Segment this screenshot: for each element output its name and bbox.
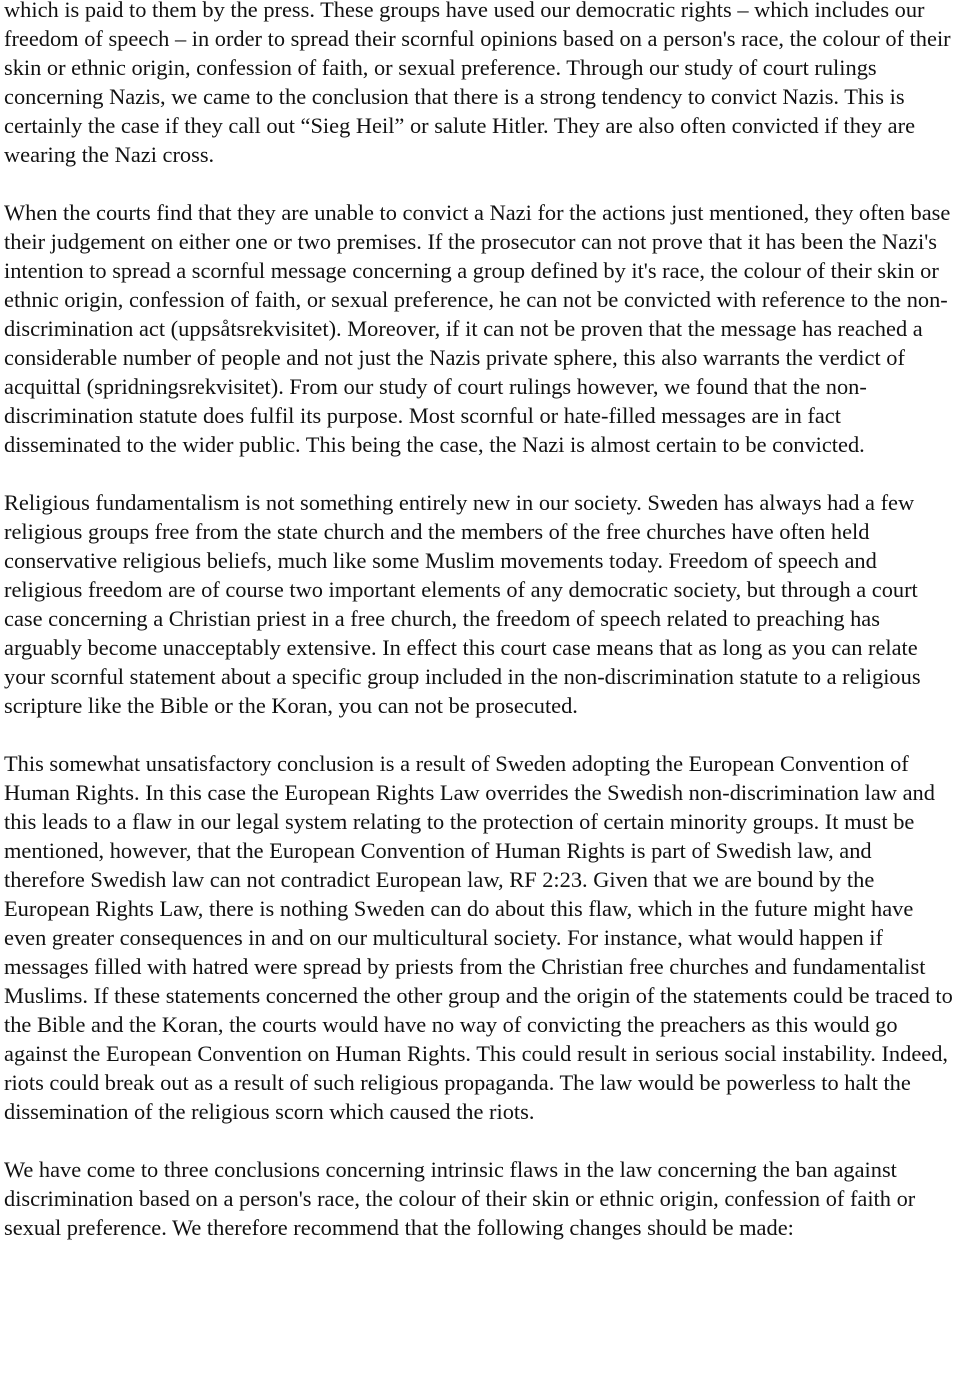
paragraph-european-convention: This somewhat unsatisfactory conclusion is a result of Sweden adopting the European Convention of Human Rights. In this case the European Rights Law overrides the Swedish non-discrimination law and this leads to a flaw in our legal system relating to the protection of certain minority groups. It must be mentioned, however, that the European Convention of Human Rights is part of Swedish law, and therefore Swedish law can not contradict European law, RF 2:23. Given that we are bound by the European Rights Law, there is nothing Sweden can do about this flaw, which in the future might have even greater consequences in and on our multicultural society. For instance, what would happen if messages filled with hatred were spread by priests from the Christian free churches and fundamentalist Muslims. If these statements concerned the other group and the origin of the statements could be traced to the Bible and the Koran, the courts would have no way of convicting the preachers as this would go against the European Convention on Human Rights. This could result in serious social instability. Indeed, riots could break out as a result of such religious propaganda. The law would be powerless to halt the dissemination of the religious scorn which caused the riots. bbox=[4, 751, 953, 1124]
paragraph-court-premises: When the courts find that they are unable to convict a Nazi for the actions just mentioned, they often base their judgement on either one or two premises. If the prosecutor can not prove that it has been the Nazi's intention to spread a scornful message concerning a group defined by it's race, the colour of their skin or ethnic origin, confession of faith, or sexual preference, he can not be convicted with reference to the non-discrimination act (uppsåtsrekvisitet). Moreover, if it can not be proven that the message has reached a considerable number of people and not just the Nazis private sphere, this also warrants the verdict of acquittal (spridningsrekvisitet). From our study of court rulings however, we found that the non-discrimination statute does fulfil its purpose. Most scornful or hate-filled messages are in fact disseminated to the wider public. This being the case, the Nazi is almost certain to be convicted. bbox=[4, 200, 951, 457]
paragraph-conclusions: We have come to three conclusions concerning intrinsic flaws in the law concerning the ban against discrimination based on a person's race, the colour of their skin or ethnic origin, confession of faith or sexual preference. We therefore recommend that the following changes should be made: bbox=[4, 1157, 916, 1240]
paragraph-nazi-convictions: which is paid to them by the press. These groups have used our democratic rights – which includes our freedom of speech – in order to spread their scornful opinions based on a person's race, the colour of their skin or ethnic origin, confession of faith, or sexual preference. Through our study of court rulings concerning Nazis, we came to the conclusion that there is a strong tendency to convict Nazis. This is certainly the case if they call out “Sieg Heil” or salute Hitler. They are also often convicted if they are wearing the Nazi cross. bbox=[4, 0, 951, 167]
paragraph-religious-fundamentalism: Religious fundamentalism is not something entirely new in our society. Sweden has always had a few religious groups free from the state church and the members of the free churches have often held conservative religious beliefs, much like some Muslim movements today. Freedom of speech and religious freedom are of course two important elements of any democratic society, but through a court case concerning a Christian priest in a free church, the freedom of speech related to preaching has arguably become unacceptably extensive. In effect this court case means that as long as you can relate your scornful statement about a specific group included in the non-discrimination statute to a religious scripture like the Bible or the Koran, you can not be prosecuted. bbox=[4, 490, 921, 718]
